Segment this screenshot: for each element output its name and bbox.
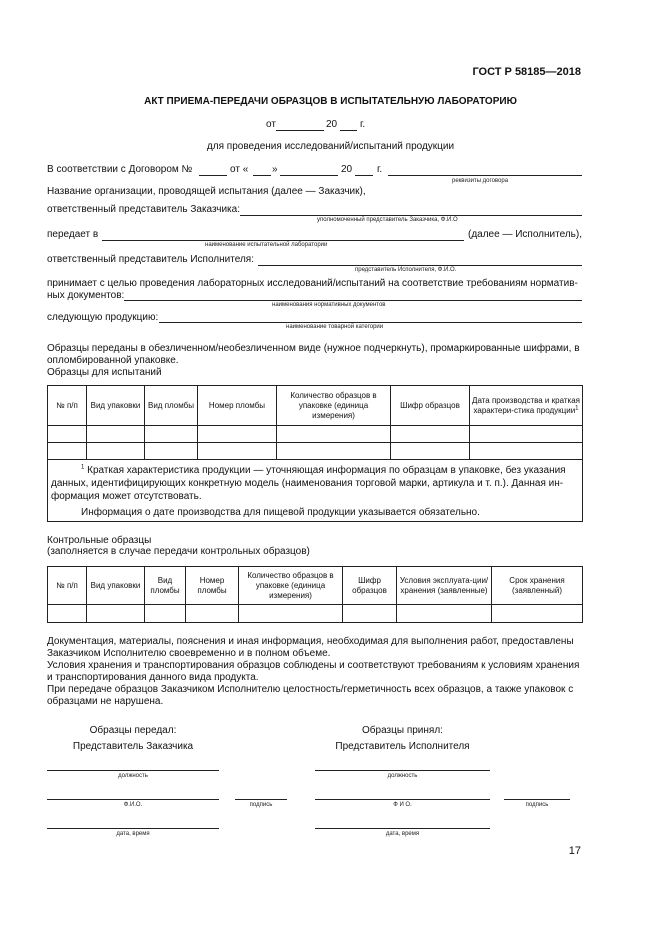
- col-package-type: Вид упаковки: [87, 386, 145, 426]
- left-fio-caption: Ф.И.О.: [123, 802, 143, 808]
- standard-number: ГОСТ Р 58185—2018: [472, 66, 581, 78]
- control-samples-title: Контрольные образцы: [47, 535, 152, 546]
- right-sign-title: Образцы принял:: [362, 725, 443, 736]
- customer-rep-label: ответственный представитель Заказчика:: [47, 204, 240, 215]
- col-number: № п/п: [48, 386, 87, 426]
- col-package-type: Вид упаковки: [87, 567, 145, 605]
- norm-caption: наименования нормативных документов: [272, 302, 386, 308]
- purpose-text: для проведения исследований/испытаний продукции: [206, 141, 455, 152]
- closing-p3-line2: образцами не нарушена.: [47, 696, 164, 707]
- executor-rep-caption: представитель Исполнителя, Ф.И.О.: [355, 267, 457, 273]
- left-sign-title: Образцы передал:: [89, 725, 177, 736]
- transfers-suffix: (далее — Исполнитель),: [468, 229, 582, 240]
- control-samples-table: [47, 566, 583, 623]
- right-sign-sub: Представитель Исполнителя: [335, 741, 470, 752]
- contract-caption: реквизиты договора: [452, 178, 509, 184]
- closing-p1-line1: Документация, материалы, пояснения и иная информация, необходимая для выполнения работ, предоставлены: [47, 636, 574, 647]
- closing-p2-line2: и транспортирования данного вида продукта.: [47, 672, 259, 683]
- table-row: [48, 426, 583, 443]
- test-samples-table: [47, 385, 583, 522]
- left-sign-sub: Представитель Заказчика: [72, 741, 194, 752]
- right-signature-caption: подпись: [525, 802, 549, 808]
- page-number: 17: [568, 845, 581, 857]
- col-code: Шифр образцов: [391, 386, 470, 426]
- right-datetime-caption: дата, время: [385, 831, 420, 837]
- left-signature-caption: подпись: [249, 802, 273, 808]
- col-seal-number: Номер пломбы: [186, 567, 239, 605]
- closing-p1-line2: Заказчиком Исполнителю своевременно и в полном объеме.: [47, 648, 331, 659]
- products-caption: наименование товарной категории: [286, 324, 384, 330]
- executor-rep-label: ответственный представитель Исполнителя:: [47, 254, 254, 265]
- closing-p3-line1: При передаче образцов Заказчиком Исполнителю целостность/герметичность всех образцов, а также упаковок с: [47, 684, 574, 695]
- right-position-caption: должность: [387, 773, 418, 779]
- col-number: № п/п: [48, 567, 87, 605]
- col-quantity: Количество образцов в упаковке (единица измерения): [277, 386, 391, 426]
- table-footnote: $^1$ Краткая характеристика продукции — уточняющая информация по образцам в упаковке, без указания данных, идентифицирующих конкретную модель (наименования торговой марки, артикула и т. п.). Данная ин- формация может отсутствовать. Информация о дате производства для пищевой продукции указывается обязательно.: [48, 460, 583, 522]
- contract-g: г.: [377, 164, 383, 175]
- date-g: г.: [360, 119, 366, 130]
- contract-prefix: В соответствии с Договором №: [47, 164, 193, 175]
- col-quantity: Количество образцов в упаковке (единица измерения): [239, 567, 343, 605]
- contract-from: от «: [230, 164, 249, 175]
- org-name-text: Название организации, проводящей испытания (далее — Заказчик),: [47, 186, 366, 197]
- left-position-caption: должность: [118, 773, 148, 779]
- left-datetime-caption: дата, время: [116, 831, 150, 837]
- table-row: [48, 605, 583, 623]
- closing-p2-line1: Условия хранения и транспортирования образцов соблюдены и соответствуют требованиям к условиям хранения: [47, 660, 580, 671]
- lab-caption: наименование испытательной лаборатории: [205, 242, 328, 248]
- customer-rep-caption: уполномоченный представитель Заказчика, Ф.И.О: [317, 217, 458, 223]
- col-seal-type: Вид пломбы: [145, 567, 186, 605]
- col-shelf-life: Срок хранения (заявленный): [492, 567, 583, 605]
- contract-quote: »: [272, 164, 278, 175]
- date-from: от: [266, 119, 276, 130]
- document-title: АКТ ПРИЕМА-ПЕРЕДАЧИ ОБРАЗЦОВ В ИСПЫТАТЕЛЬНУЮ ЛАБОРАТОРИЮ: [144, 96, 517, 107]
- date-year: 20: [326, 119, 338, 130]
- samples-note-line1: Образцы переданы в обезличенном/необезличенном виде (нужное подчеркнуть), промаркированные шифрами, в: [47, 343, 580, 354]
- accepts-line2: ных документов:: [47, 290, 125, 301]
- col-storage-conditions: Условия эксплуата-ции/хранения (заявленные): [397, 567, 492, 605]
- transfers-label: передает в: [47, 229, 99, 240]
- table-row: [48, 443, 583, 460]
- contract-year: 20: [341, 164, 353, 175]
- col-seal-type: Вид пломбы: [145, 386, 198, 426]
- control-samples-note: (заполняется в случае передачи контрольных образцов): [47, 546, 310, 557]
- col-seal-number: Номер пломбы: [198, 386, 277, 426]
- col-production-date: Дата производства и краткая характери-стика продукции$^1$: [470, 386, 583, 426]
- samples-note-line2: опломбированной упаковке.: [47, 355, 179, 366]
- right-fio-caption: Ф И О.: [393, 802, 412, 808]
- accepts-line1: принимает с целью проведения лабораторных исследований/испытаний на соответствие требованиям норматив-: [47, 278, 578, 289]
- col-code: Шифр образцов: [343, 567, 397, 605]
- test-samples-title: Образцы для испытаний: [47, 367, 162, 378]
- products-label: следующую продукцию:: [47, 312, 159, 323]
